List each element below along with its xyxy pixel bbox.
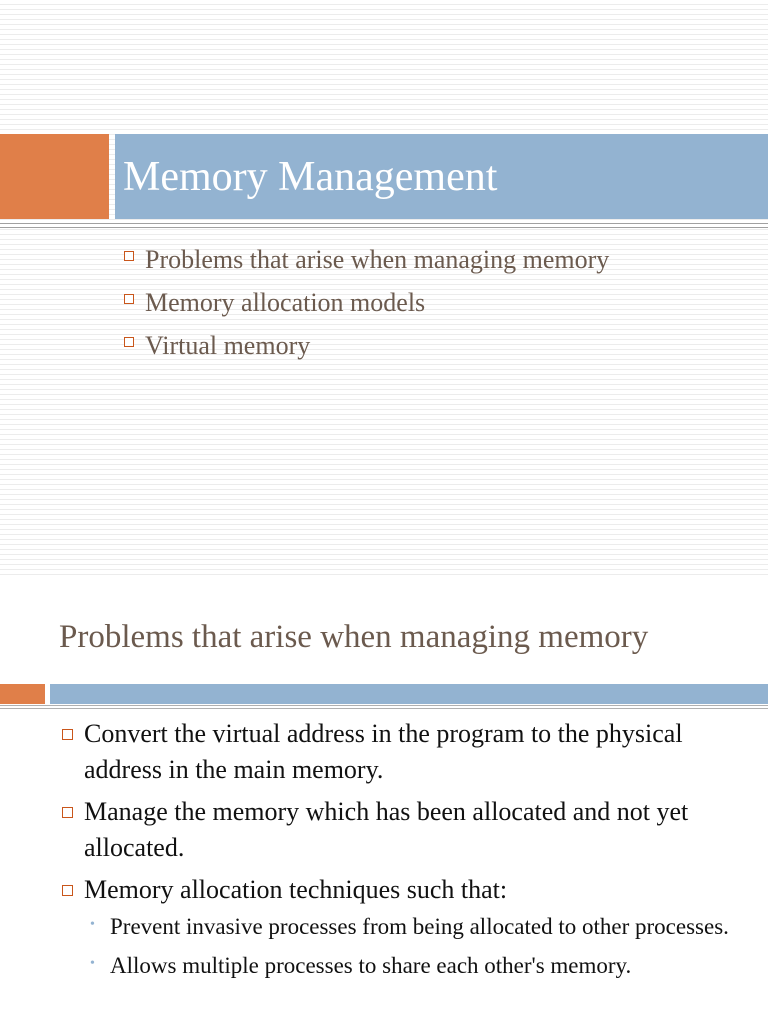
bullet-list bbox=[60, 716, 750, 988]
title-accent-block bbox=[0, 684, 45, 704]
square-bullet-icon bbox=[62, 807, 73, 818]
title-divider bbox=[0, 705, 768, 709]
bullet-text: Memory allocation models bbox=[145, 288, 426, 317]
bullet-item bbox=[124, 238, 609, 281]
bullet-item bbox=[124, 324, 609, 367]
sub-bullet-text: Prevent invasive processes from being allocated to other processes. bbox=[110, 914, 729, 939]
square-bullet-icon bbox=[62, 885, 73, 896]
sub-bullet-text: Allows multiple processes to share each other's memory. bbox=[110, 953, 632, 978]
bullet-list bbox=[124, 238, 609, 367]
square-bullet-icon bbox=[62, 729, 73, 740]
sub-bullet-list bbox=[84, 910, 750, 982]
slide-title: Memory Management bbox=[123, 154, 498, 200]
slide-title: Problems that arise when managing memory bbox=[59, 619, 649, 655]
square-bullet-icon bbox=[124, 294, 134, 304]
square-bullet-icon bbox=[124, 337, 134, 347]
square-bullet-icon bbox=[124, 251, 134, 261]
bullet-text: Convert the virtual address in the program to the physical address in the main memory. bbox=[84, 719, 683, 784]
bullet-text: Manage the memory which has been allocated and not yet allocated. bbox=[84, 797, 689, 862]
bullet-text: Problems that arise when managing memory bbox=[145, 245, 610, 274]
bullet-text: Memory allocation techniques such that: bbox=[84, 875, 508, 904]
title-accent-block bbox=[0, 134, 109, 219]
slide-2 bbox=[0, 576, 768, 1024]
bullet-item bbox=[60, 794, 750, 866]
dot-bullet-icon: • bbox=[90, 917, 95, 932]
title-divider bbox=[0, 223, 768, 228]
bullet-item bbox=[60, 872, 750, 982]
bullet-item bbox=[124, 281, 609, 324]
sub-bullet-item bbox=[84, 910, 750, 943]
bullet-item bbox=[60, 716, 750, 788]
title-bar bbox=[50, 684, 768, 704]
sub-bullet-item bbox=[84, 949, 750, 982]
dot-bullet-icon: • bbox=[90, 956, 95, 971]
bullet-text: Virtual memory bbox=[145, 331, 311, 360]
